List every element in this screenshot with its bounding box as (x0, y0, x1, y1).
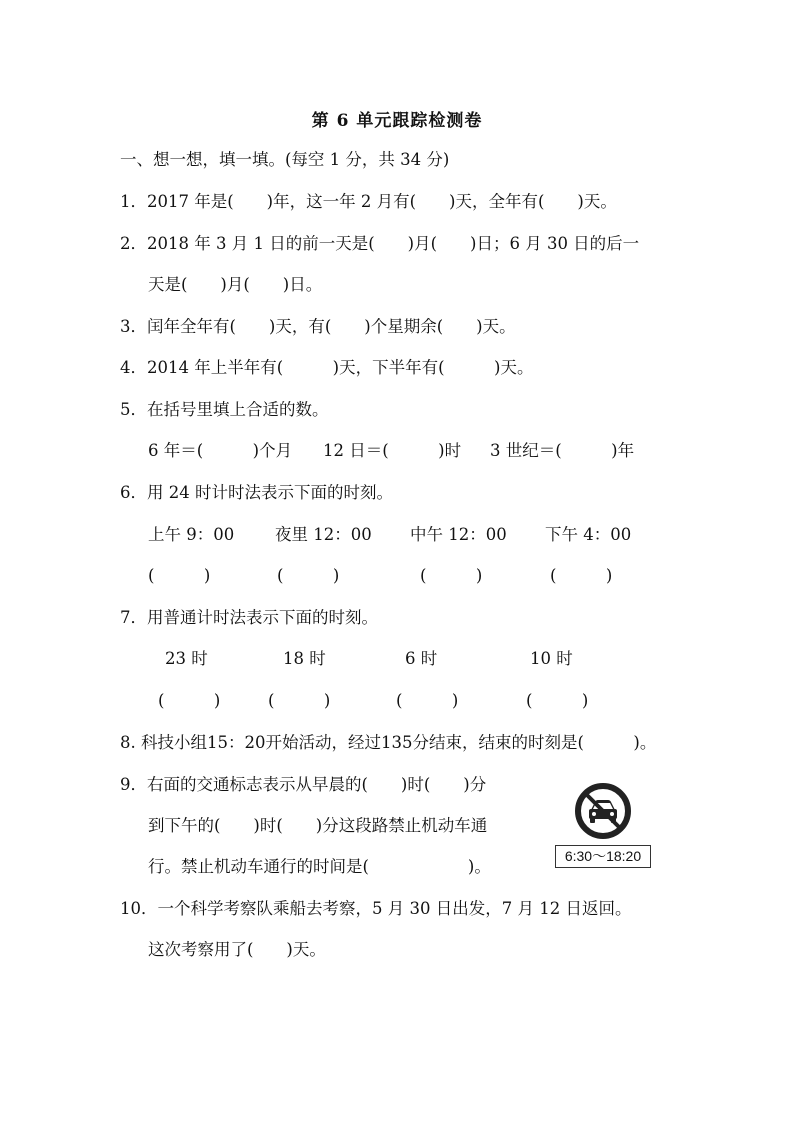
no-motor-vehicles-sign-icon (575, 783, 631, 839)
q6-blank-1: ( ) (148, 566, 211, 585)
q6-blank-2: ( ) (277, 566, 340, 585)
question-9-line2: 到下午的( )时( )分这段路禁止机动车通 (148, 816, 488, 835)
q7-blank-1: ( ) (158, 691, 221, 710)
question-5: 5．在括号里填上合适的数。 (120, 400, 329, 419)
q6-blank-3: ( ) (420, 566, 483, 585)
question-9-line1: 9．右面的交通标志表示从早晨的( )时( )分 (120, 775, 487, 794)
q7-time-2: 18 时 (283, 649, 326, 668)
question-7: 7．用普通计时法表示下面的时刻。 (120, 608, 378, 627)
question-4: 4．2014 年上半年有( )天，下半年有( )天。 (120, 358, 534, 377)
q7-time-1: 23 时 (165, 649, 208, 668)
q6-time-2: 夜里 12：00 (275, 525, 372, 544)
q5-item-years: 6 年＝( )个月 (148, 441, 293, 460)
q6-time-3: 中午 12：00 (410, 525, 507, 544)
q7-time-4: 10 时 (530, 649, 573, 668)
question-2-line1: 2．2018 年 3 月 1 日的前一天是( )月( )日；6 月 30 日的后一 (120, 234, 640, 253)
q7-blank-2: ( ) (268, 691, 331, 710)
question-9-line3: 行。禁止机动车通行的时间是( )。 (148, 857, 491, 876)
question-6: 6．用 24 时计时法表示下面的时刻。 (120, 483, 393, 502)
q5-item-centuries: 3 世纪＝( )年 (490, 441, 635, 460)
question-1: 1．2017 年是( )年，这一年 2 月有( )天，全年有( )天。 (120, 192, 617, 211)
section-heading: 一、想一想，填一填。(每空 1 分，共 34 分) (120, 150, 450, 169)
q5-item-days: 12 日＝( )时 (323, 441, 462, 460)
q7-time-3: 6 时 (405, 649, 438, 668)
question-3: 3．闰年全年有( )天，有( )个星期余( )天。 (120, 317, 516, 336)
page-title: 第 6 单元跟踪检测卷 (311, 111, 483, 131)
q6-time-4: 下午 4：00 (545, 525, 632, 544)
q7-blank-3: ( ) (396, 691, 459, 710)
question-10-line1: 10．一个科学考察队乘船去考察，5 月 30 日出发，7 月 12 日返回。 (120, 899, 632, 918)
question-10-line2: 这次考察用了( )天。 (148, 940, 326, 959)
q7-blank-4: ( ) (526, 691, 589, 710)
question-2-line2: 天是( )月( )日。 (148, 275, 323, 294)
q6-time-1: 上午 9：00 (148, 525, 235, 544)
q6-blank-4: ( ) (550, 566, 613, 585)
sign-time-label: 6:30～18:20 (555, 845, 651, 868)
question-8: 8. 科技小组15：20开始活动，经过135分结束，结束的时刻是( )。 (120, 733, 657, 752)
